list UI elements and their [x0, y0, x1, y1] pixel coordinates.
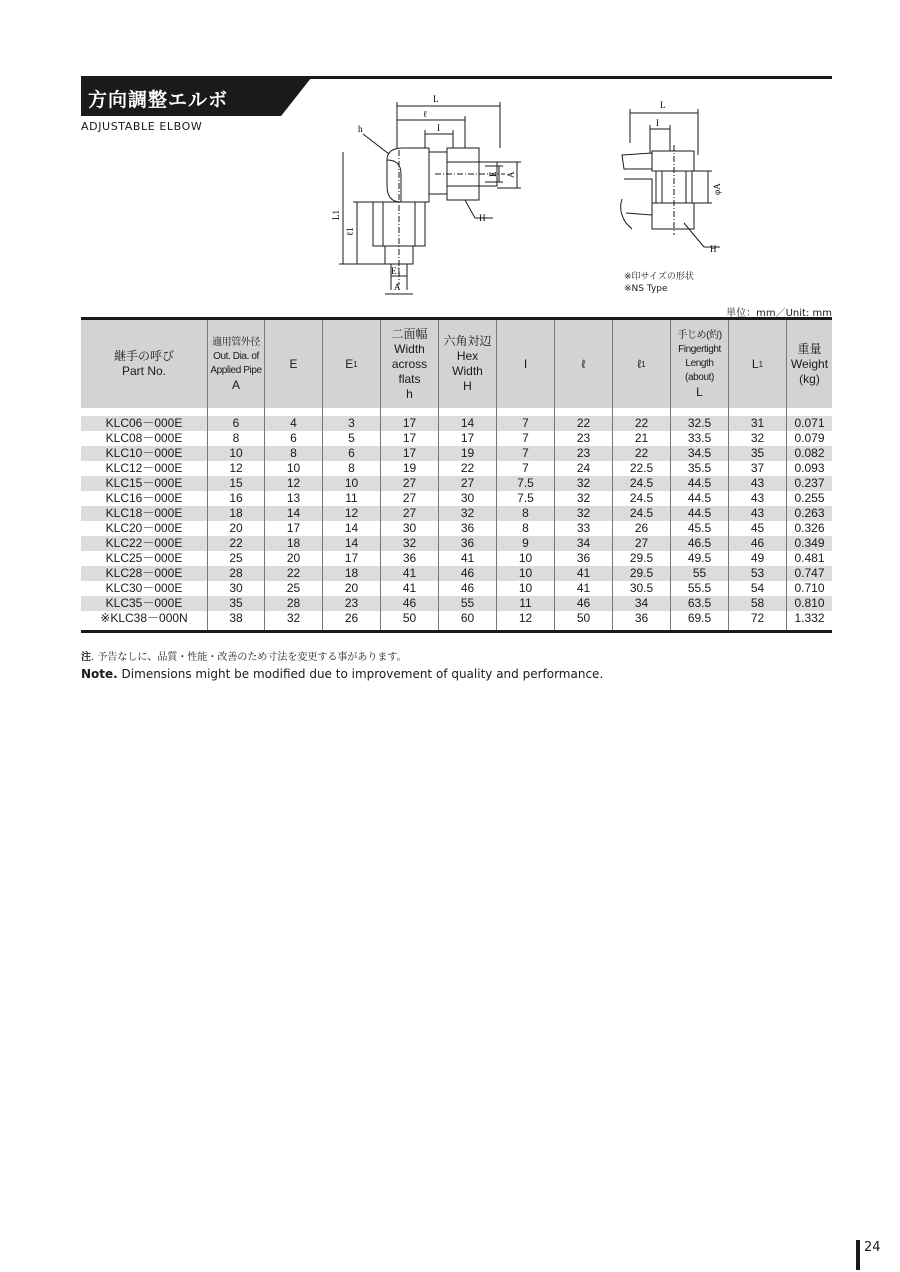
table-cell: 0.710	[787, 581, 833, 596]
table-cell: 11	[497, 596, 555, 611]
table-row	[81, 521, 832, 536]
table-cell: 50	[381, 611, 439, 632]
table-cell: 12	[208, 461, 265, 476]
dim-h: h	[358, 124, 363, 134]
table-cell: 17	[265, 521, 323, 536]
part-number-cell: ※KLC38－000N	[81, 611, 208, 632]
col-E: E	[265, 319, 323, 409]
table-cell: 18	[265, 536, 323, 551]
table-cell: 7	[497, 416, 555, 431]
part-number-cell: KLC15－000E	[105, 476, 183, 490]
table-cell: 12	[497, 611, 555, 632]
table-cell: 17	[381, 431, 439, 446]
table-cell: 41	[381, 581, 439, 596]
ns-note-en: ※NS Type	[624, 284, 668, 294]
unit-label: 単位：mm／Unit: mm	[726, 308, 832, 319]
table-cell: 32.5	[671, 416, 729, 431]
part-number-cell: KLC12－000E	[105, 461, 183, 475]
part-number-cell: KLC35－000E	[105, 596, 183, 610]
table-cell: 36	[381, 551, 439, 566]
table-cell: 43	[729, 506, 787, 521]
table-cell: 32	[555, 491, 613, 506]
dim-E1: E1	[391, 266, 401, 276]
table-cell: 1.332	[787, 611, 833, 632]
table-cell: 8	[497, 506, 555, 521]
table-cell: 55	[439, 596, 497, 611]
table-cell: 32	[555, 506, 613, 521]
table-cell: 63.5	[671, 596, 729, 611]
table-cell: 69.5	[671, 611, 729, 632]
table-cell: 36	[613, 611, 671, 632]
table-cell: 15	[208, 476, 265, 491]
table-row	[81, 491, 832, 506]
dim-A-bottom: A	[394, 282, 401, 292]
table-cell: 27	[613, 536, 671, 551]
table-cell: 46	[555, 596, 613, 611]
table-cell: 23	[555, 446, 613, 461]
table-cell: 16	[208, 491, 265, 506]
table-cell: 0.810	[787, 596, 833, 611]
table-cell: 6	[323, 446, 381, 461]
col-weight: 重量 Weight (kg)	[787, 319, 833, 409]
table-cell: 6	[208, 416, 265, 431]
dim-L: L	[433, 94, 439, 104]
col-E1: E1	[323, 319, 381, 409]
table-cell: 24.5	[613, 506, 671, 521]
table-cell: 41	[439, 551, 497, 566]
table-cell: 22	[439, 461, 497, 476]
table-cell: 41	[555, 581, 613, 596]
table-cell: 30	[439, 491, 497, 506]
table-cell: 34.5	[671, 446, 729, 461]
table-cell: 7	[497, 461, 555, 476]
table-cell: 26	[613, 521, 671, 536]
part-number-cell: KLC22－000E	[105, 536, 183, 550]
table-cell: 20	[208, 521, 265, 536]
table-header-row	[81, 319, 832, 409]
ns-dim-H: H	[710, 244, 717, 254]
table-cell: 17	[381, 416, 439, 431]
table-cell: 46.5	[671, 536, 729, 551]
table-cell: 27	[381, 476, 439, 491]
table-cell: 32	[439, 506, 497, 521]
table-cell: 0.082	[787, 446, 833, 461]
table-cell: 18	[208, 506, 265, 521]
table-cell: 10	[208, 446, 265, 461]
ns-dim-L: L	[660, 100, 666, 110]
table-row	[81, 611, 832, 632]
table-cell: 24.5	[613, 491, 671, 506]
ns-note-jp: ※印サイズの形状	[624, 272, 694, 282]
table-cell: 22.5	[613, 461, 671, 476]
table-cell: 8	[208, 431, 265, 446]
dim-l: ℓ	[423, 109, 428, 119]
table-cell: 27	[439, 476, 497, 491]
table-cell: 35.5	[671, 461, 729, 476]
table-cell: 0.326	[787, 521, 833, 536]
table-cell: 27	[381, 506, 439, 521]
table-cell: 11	[323, 491, 381, 506]
table-cell: 46	[729, 536, 787, 551]
dim-L1: L1	[331, 210, 341, 220]
table-cell: 28	[265, 596, 323, 611]
table-cell: 44.5	[671, 506, 729, 521]
table-cell: 26	[323, 611, 381, 632]
page-title: 方向調整エルボ	[88, 89, 229, 111]
dim-l1: ℓ1	[345, 227, 355, 236]
table-row	[81, 431, 832, 446]
ns-type-note	[624, 271, 694, 295]
table-cell: 23	[323, 596, 381, 611]
table-row	[81, 416, 832, 431]
col-I: I	[497, 319, 555, 409]
table-row	[81, 506, 832, 521]
table-cell: 33	[555, 521, 613, 536]
table-cell: 41	[381, 566, 439, 581]
table-cell: 27	[381, 491, 439, 506]
table-cell: 58	[729, 596, 787, 611]
table-cell: 14	[265, 506, 323, 521]
table-cell: 12	[323, 506, 381, 521]
table-cell: 19	[439, 446, 497, 461]
table-cell: 14	[323, 536, 381, 551]
col-part-no: 継手の呼び Part No.	[81, 319, 208, 409]
part-number-cell: KLC10－000E	[105, 446, 183, 460]
table-cell: 37	[729, 461, 787, 476]
table-cell: 44.5	[671, 491, 729, 506]
table-cell: 17	[323, 551, 381, 566]
table-cell: 0.071	[787, 416, 833, 431]
table-cell: 33.5	[671, 431, 729, 446]
table-cell: 45.5	[671, 521, 729, 536]
table-cell: 0.237	[787, 476, 833, 491]
table-cell: 20	[265, 551, 323, 566]
table-cell: 22	[555, 416, 613, 431]
table-cell: 45	[729, 521, 787, 536]
table-cell: 10	[497, 566, 555, 581]
table-cell: 55	[671, 566, 729, 581]
table-cell: 38	[208, 611, 265, 632]
table-row	[81, 461, 832, 476]
table-cell: 12	[265, 476, 323, 491]
table-cell: 34	[555, 536, 613, 551]
ns-type-drawing	[612, 95, 742, 265]
table-cell: 0.079	[787, 431, 833, 446]
table-cell: 9	[497, 536, 555, 551]
table-cell: 18	[323, 566, 381, 581]
table-cell: 25	[208, 551, 265, 566]
table-cell: 6	[265, 431, 323, 446]
ns-dim-phiA: φA	[712, 183, 722, 195]
table-cell: 22	[265, 566, 323, 581]
table-row	[81, 581, 832, 596]
table-cell: 4	[265, 416, 323, 431]
table-cell: 24.5	[613, 476, 671, 491]
table-cell: 20	[323, 581, 381, 596]
table-cell: 29.5	[613, 551, 671, 566]
dimension-table	[81, 317, 832, 633]
table-cell: 54	[729, 581, 787, 596]
table-cell: 46	[381, 596, 439, 611]
part-number-cell: KLC28－000E	[105, 566, 183, 580]
table-cell: 36	[555, 551, 613, 566]
table-cell: 21	[613, 431, 671, 446]
table-cell: 7	[497, 431, 555, 446]
col-L1: L1	[729, 319, 787, 409]
part-number-cell: KLC20－000E	[105, 521, 183, 535]
table-cell: 53	[729, 566, 787, 581]
table-cell: 50	[555, 611, 613, 632]
dim-I: I	[437, 123, 440, 133]
table-cell: 22	[208, 536, 265, 551]
col-l1: ℓ1	[613, 319, 671, 409]
table-cell: 55.5	[671, 581, 729, 596]
table-cell: 32	[555, 476, 613, 491]
table-cell: 43	[729, 476, 787, 491]
table-cell: 0.093	[787, 461, 833, 476]
note-japanese: 注. 予告なしに、品質・性能・改善のため寸法を変更する事があります。	[81, 652, 407, 663]
table-cell: 34	[613, 596, 671, 611]
table-cell: 22	[613, 446, 671, 461]
table-cell: 8	[323, 461, 381, 476]
table-cell: 0.747	[787, 566, 833, 581]
table-cell: 23	[555, 431, 613, 446]
table-cell: 5	[323, 431, 381, 446]
table-cell: 60	[439, 611, 497, 632]
table-cell: 28	[208, 566, 265, 581]
table-cell: 0.349	[787, 536, 833, 551]
table-body	[81, 408, 832, 632]
table-cell: 8	[497, 521, 555, 536]
table-cell: 0.263	[787, 506, 833, 521]
table-row	[81, 551, 832, 566]
table-cell: 49.5	[671, 551, 729, 566]
page-number-bar	[856, 1240, 860, 1270]
table-cell: 14	[323, 521, 381, 536]
table-cell: 72	[729, 611, 787, 632]
table-cell: 13	[265, 491, 323, 506]
page-number: 24	[864, 1240, 881, 1255]
table-cell: 30	[208, 581, 265, 596]
table-cell: 17	[439, 431, 497, 446]
col-width-across-flats: 二面幅 Width across flats h	[381, 319, 439, 409]
part-number-cell: KLC06－000E	[105, 416, 183, 430]
table-cell: 10	[265, 461, 323, 476]
table-cell: 7	[497, 446, 555, 461]
table-cell: 25	[265, 581, 323, 596]
table-cell: 8	[265, 446, 323, 461]
col-hex-width: 六角対辺 Hex Width H	[439, 319, 497, 409]
table-cell: 49	[729, 551, 787, 566]
ns-dim-I: I	[656, 118, 659, 128]
table-cell: 46	[439, 566, 497, 581]
part-number-cell: KLC30－000E	[105, 581, 183, 595]
part-number-cell: KLC16－000E	[105, 491, 183, 505]
table-row	[81, 446, 832, 461]
table-cell: 30.5	[613, 581, 671, 596]
table-cell: 43	[729, 491, 787, 506]
table-cell: 14	[439, 416, 497, 431]
table-cell: 10	[497, 581, 555, 596]
table-cell: 30	[381, 521, 439, 536]
table-row	[81, 536, 832, 551]
note-english: Note. Dimensions might be modified due to improvement of quality and performance.	[81, 667, 604, 681]
dim-A: A	[506, 171, 516, 178]
col-l: ℓ	[555, 319, 613, 409]
table-cell: 41	[555, 566, 613, 581]
table-row	[81, 476, 832, 491]
col-fingertight-length: 手じめ(約) Fingertight Length (about) L	[671, 319, 729, 409]
table-cell: 3	[323, 416, 381, 431]
elbow-drawing	[325, 90, 535, 300]
part-number-cell: KLC18－000E	[105, 506, 183, 520]
dim-E: E	[488, 171, 498, 177]
table-cell: 10	[497, 551, 555, 566]
table-cell: 29.5	[613, 566, 671, 581]
table-cell: 19	[381, 461, 439, 476]
col-applied-pipe: 適用管外径 Out. Dia. of Applied Pipe A	[208, 319, 265, 409]
table-row	[81, 596, 832, 611]
table-cell: 32	[381, 536, 439, 551]
table-cell: 7.5	[497, 476, 555, 491]
table-spacer	[81, 408, 832, 416]
table-cell: 35	[208, 596, 265, 611]
table-cell: 44.5	[671, 476, 729, 491]
table-cell: 0.481	[787, 551, 833, 566]
table-cell: 36	[439, 521, 497, 536]
table-cell: 32	[729, 431, 787, 446]
table-cell: 10	[323, 476, 381, 491]
table-cell: 46	[439, 581, 497, 596]
table-cell: 35	[729, 446, 787, 461]
table-row	[81, 566, 832, 581]
table-cell: 32	[265, 611, 323, 632]
table-cell: 22	[613, 416, 671, 431]
table-cell: 17	[381, 446, 439, 461]
dim-H: H	[479, 213, 486, 223]
table-cell: 31	[729, 416, 787, 431]
page-subtitle: ADJUSTABLE ELBOW	[81, 120, 203, 133]
table-cell: 0.255	[787, 491, 833, 506]
table-cell: 24	[555, 461, 613, 476]
table-cell: 7.5	[497, 491, 555, 506]
part-number-cell: KLC08－000E	[105, 431, 183, 445]
part-number-cell: KLC25－000E	[105, 551, 183, 565]
table-cell: 36	[439, 536, 497, 551]
